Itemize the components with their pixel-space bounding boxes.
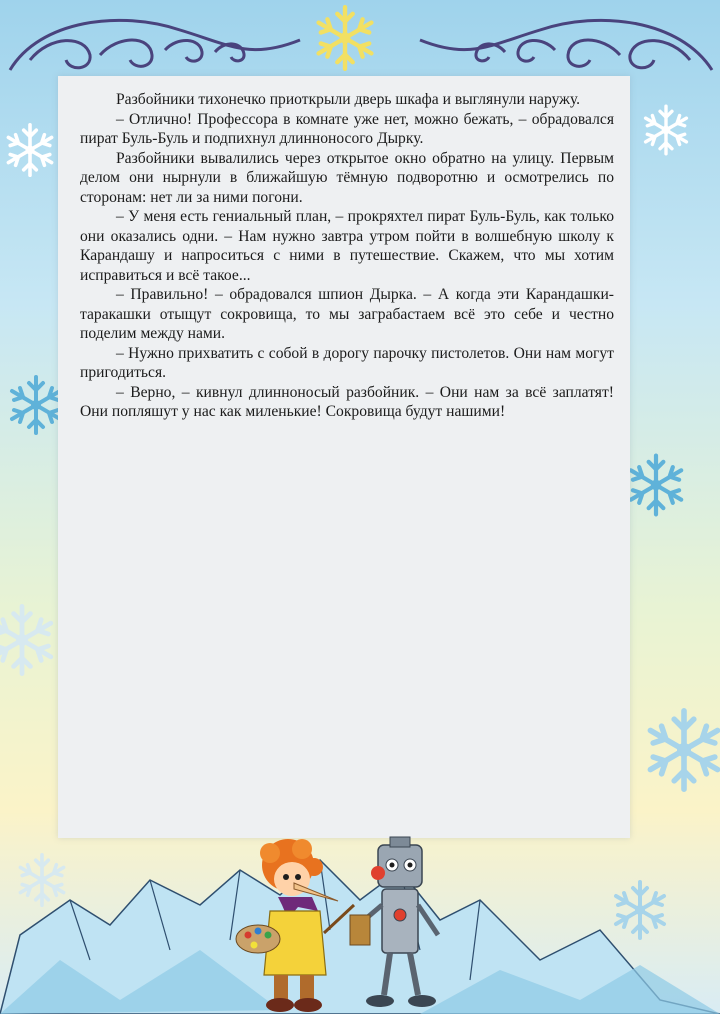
story-paragraph: – У меня есть гениальный план, – прокряхтел пират Буль-Буль, как только они оказались одни. – Нам нужно завтра утром пойти в волшебную школу к Карандашу и напроситься с ними в путешествие. Скажем, что мы хотим исправиться и всё такое... [80,208,614,284]
characters-illustration [228,835,458,1014]
robot-character [350,837,438,1007]
snowflake-icon [8,125,51,175]
snowflake-icon [616,882,664,938]
snowflake-icon [650,711,717,789]
story-text [80,90,614,422]
snowflake-icon [0,606,51,673]
story-paragraph: – Верно, – кивнул длинноносый разбойник. – Они нам за всё заплатят! Они попляшут у нас как миленькие! Сокровища будут нашими! [80,383,614,420]
story-paragraph: Разбойники тихонечко приоткрыли дверь шкафа и выглянули наружу. [116,91,581,108]
snowflake-icon [319,7,372,69]
snowflake-icon [646,106,687,154]
pencil-boy-character [236,839,354,1012]
snowflake-icon [20,855,63,905]
story-paragraph: Разбойники вывалились через открытое окно обратно на улицу. Первым делом они нырнули в ближайшую тёмную подворотню и осмотрелись по сторонам: нет ли за ними погони. [80,149,614,206]
story-paragraph: – Нужно прихватить с собой в дорогу парочку пистолетов. Они нам могут пригодиться. [80,344,614,381]
story-paragraph: – Правильно! – обрадовался шпион Дырка. – А когда эти Карандашки-таракашки отыщут сокровища, то мы заграбастаем всё это себе и честно поделим между нами. [80,286,614,342]
snowflake-icon [12,377,60,433]
snowflake-icon [631,456,681,515]
swirl-ornament-left [10,20,300,70]
story-paragraph: – Отлично! Профессора в комнате уже нет, можно бежать, – обрадовался пират Буль-Буль и подпихнул длинноносого Дырку. [80,110,614,147]
swirl-ornament-right [420,20,712,70]
